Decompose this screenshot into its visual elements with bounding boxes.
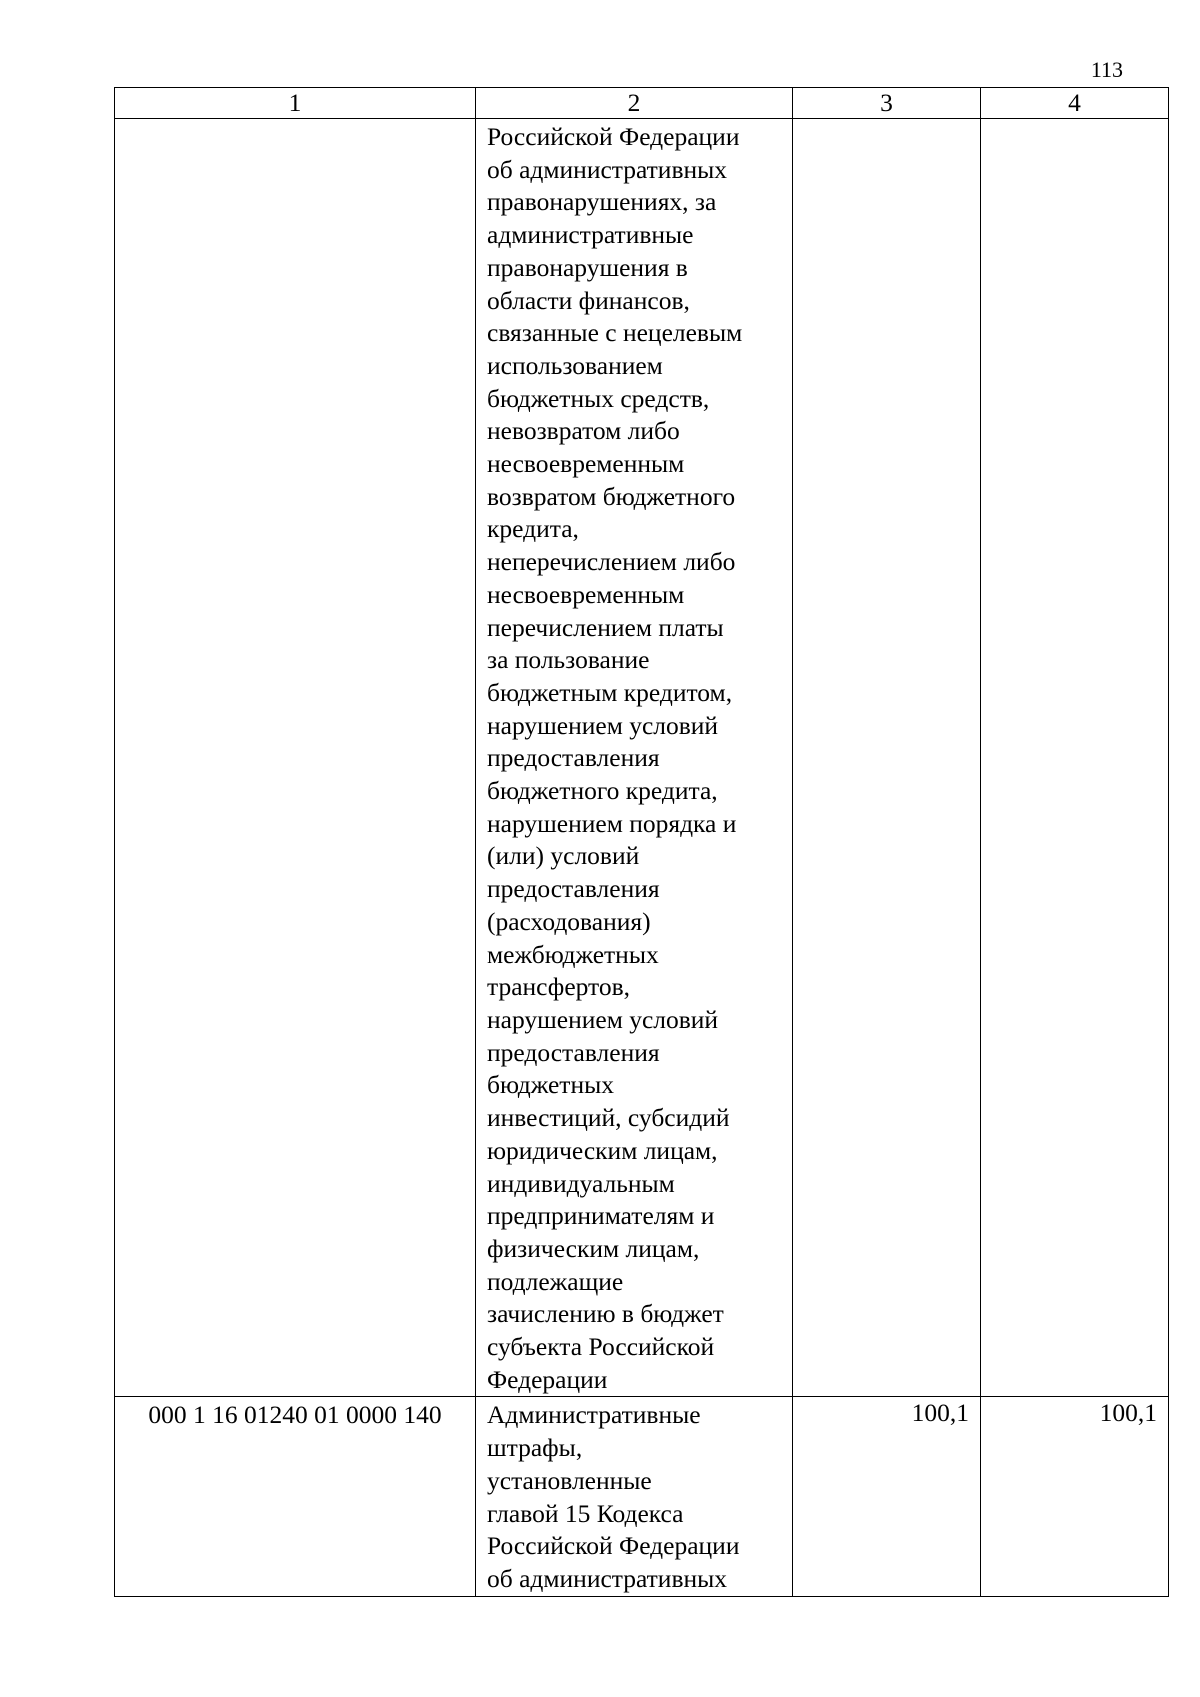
description-line: бюджетных bbox=[487, 1070, 614, 1100]
description-line: (расходования) bbox=[487, 906, 651, 936]
description-line: связанные с нецелевым bbox=[487, 318, 743, 348]
description-line: использованием bbox=[487, 350, 663, 380]
description-line: (или) условий bbox=[487, 841, 640, 871]
description-line: перечислением платы bbox=[487, 612, 724, 642]
column-header-3: 3 bbox=[793, 88, 981, 119]
amount-cell-col3: 100,1 bbox=[793, 1397, 981, 1596]
description-line: области финансов, bbox=[487, 285, 690, 315]
table-row bbox=[115, 1397, 1169, 1596]
description-line: нарушением условий bbox=[487, 710, 719, 740]
description-line: межбюджетных bbox=[487, 939, 659, 969]
description-line: зачислению в бюджет bbox=[487, 1299, 724, 1329]
amount-cell-col4 bbox=[981, 119, 1169, 1397]
description-line: невозвратом либо bbox=[487, 416, 680, 446]
table-row bbox=[115, 119, 1169, 1397]
description-line: Федерации bbox=[487, 1364, 608, 1394]
page-number: 113 bbox=[1090, 57, 1123, 82]
description-line: правонарушения в bbox=[487, 252, 688, 282]
column-header-4: 4 bbox=[981, 88, 1169, 119]
description-line: бюджетным кредитом, bbox=[487, 677, 733, 707]
description-line: подлежащие bbox=[487, 1266, 624, 1296]
description-line: юридическим лицам, bbox=[487, 1135, 718, 1165]
description-line: предоставления bbox=[487, 1037, 660, 1067]
description-line: индивидуальным bbox=[487, 1168, 675, 1198]
description-cell bbox=[476, 1397, 793, 1596]
column-header-1: 1 bbox=[115, 88, 476, 119]
header-row bbox=[115, 88, 1169, 119]
description-line: правонарушениях, за bbox=[487, 187, 717, 217]
description-line: трансфертов, bbox=[487, 972, 631, 1002]
description-line: за пользование bbox=[487, 645, 650, 675]
description-line: Российской Федерации bbox=[487, 122, 740, 151]
description-line: субъекта Российской bbox=[487, 1332, 715, 1362]
description-line: об административных bbox=[487, 1563, 728, 1593]
description-line: неперечислением либо bbox=[487, 547, 736, 577]
description-line: административные bbox=[487, 220, 694, 250]
budget-table bbox=[114, 87, 1169, 1597]
description-line: Административные bbox=[487, 1400, 701, 1430]
budget-code-cell: 000 1 16 01240 01 0000 140 bbox=[115, 1397, 476, 1596]
column-header-2: 2 bbox=[476, 88, 793, 119]
description-line: инвестиций, субсидий bbox=[487, 1103, 730, 1133]
budget-code-cell bbox=[115, 119, 476, 1397]
description-line: предпринимателям и bbox=[487, 1201, 715, 1231]
description-line: нарушением условий bbox=[487, 1004, 719, 1034]
description-line: нарушением порядка и bbox=[487, 808, 737, 838]
description-line: физическим лицам, bbox=[487, 1233, 700, 1263]
description-line: кредита, bbox=[487, 514, 579, 544]
description-line: возвратом бюджетного bbox=[487, 481, 736, 511]
amount-cell-col4: 100,1 bbox=[981, 1397, 1169, 1596]
description-line: бюджетных средств, bbox=[487, 383, 710, 413]
description-line: штрафы, bbox=[487, 1433, 583, 1463]
description-line: предоставления bbox=[487, 743, 660, 773]
description-line: установленные bbox=[487, 1465, 652, 1495]
description-line: несвоевременным bbox=[487, 579, 685, 609]
description-line: несвоевременным bbox=[487, 449, 685, 479]
description-line: Российской Федерации bbox=[487, 1531, 740, 1561]
description-line: предоставления bbox=[487, 874, 660, 904]
description-cell bbox=[476, 119, 793, 1397]
description-line: бюджетного кредита, bbox=[487, 776, 718, 806]
description-line: об административных bbox=[487, 154, 728, 184]
description-line: главой 15 Кодекса bbox=[487, 1498, 684, 1528]
amount-cell-col3 bbox=[793, 119, 981, 1397]
